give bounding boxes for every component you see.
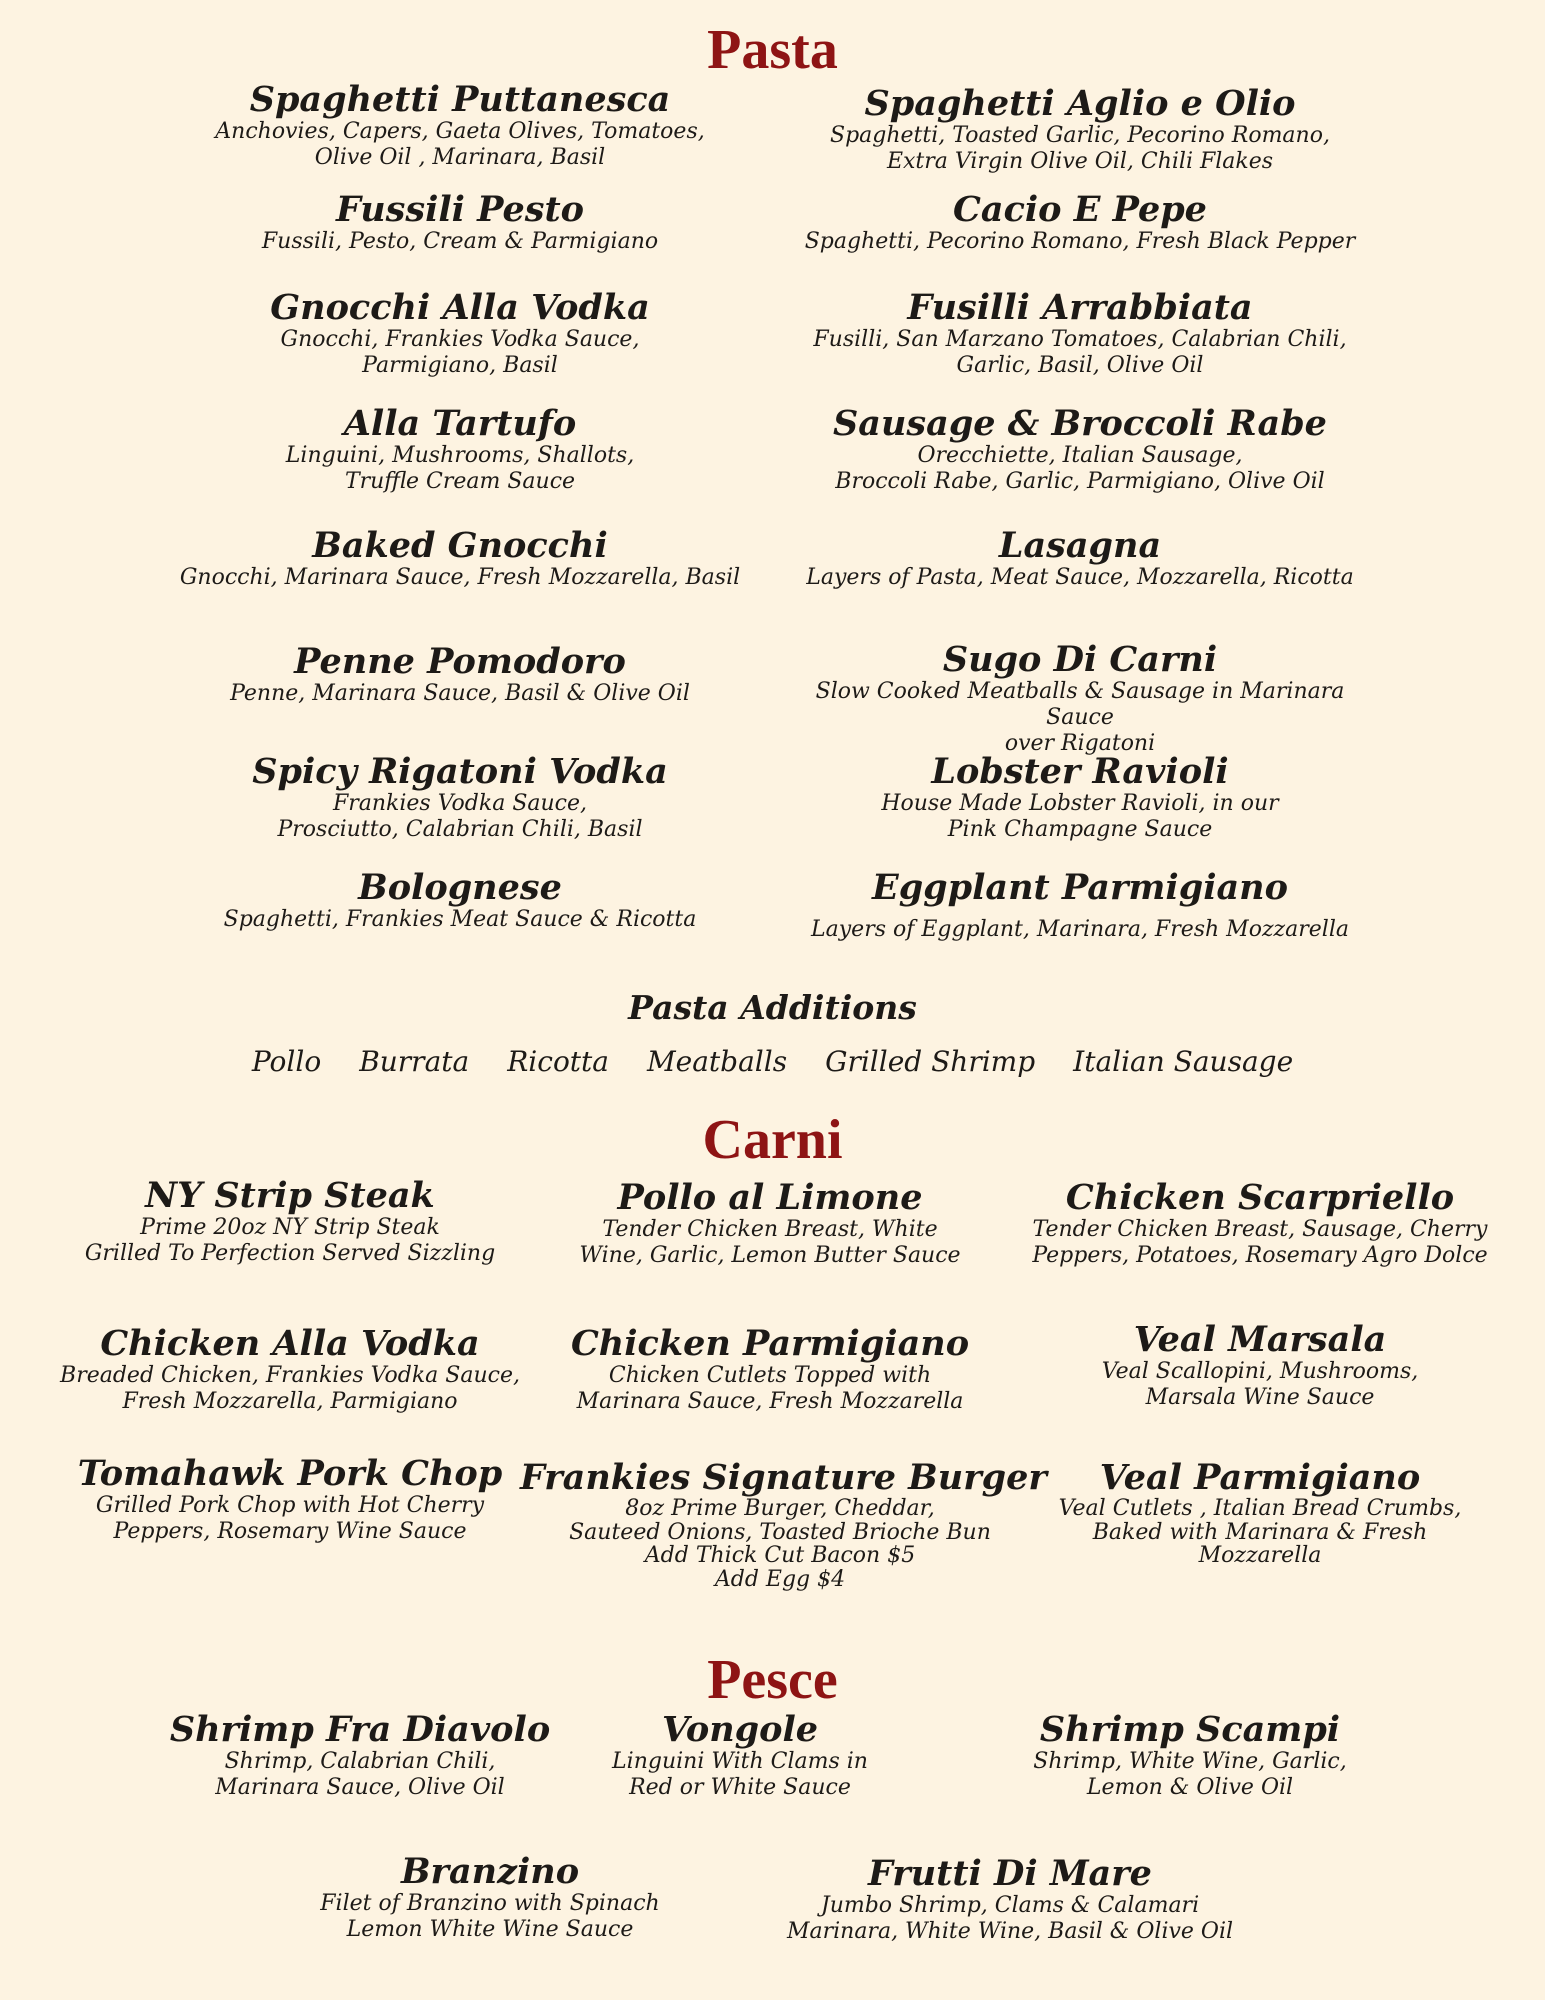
item-description: Penne, Marinara Sauce, Basil & Olive Oil [230, 680, 690, 706]
item-description: Gnocchi, Frankies Vodka Sauce, Parmigiano, Basil [280, 326, 640, 378]
item-name: Vongole [661, 1709, 819, 1750]
item-name: Baked Gnocchi [312, 525, 608, 566]
menu-item [520, 1177, 1020, 1269]
item-name: Eggplant Parmigiano [872, 867, 1288, 908]
menu-item [160, 867, 760, 933]
item-name: Bolognese [358, 867, 562, 908]
item-description: Orecchiette, Italian Sausage, Broccoli Rabe, Garlic, Parmigiano, Olive Oil [835, 442, 1325, 494]
item-description: Tender Chicken Breast, White Wine, Garlic, Lemon Butter Sauce [579, 1216, 961, 1268]
menu-item [160, 79, 760, 171]
item-description: Layers of Eggplant, Marinara, Fresh Mozzarella [811, 916, 1349, 942]
item-name: Sausage & Broccoli Rabe [833, 403, 1327, 444]
item-description: Shrimp, Calabrian Chili, Marinara Sauce, Olive Oil [215, 1748, 505, 1800]
item-name: Penne Pomodoro [294, 641, 626, 682]
item-name: Sugo Di Carni [942, 639, 1218, 680]
item-name: Lasagna [998, 525, 1162, 566]
menu-item [740, 1853, 1280, 1945]
item-name: Branzino [400, 1851, 580, 1892]
menu-item [40, 1175, 540, 1267]
item-name: Chicken Parmigiano [570, 1323, 970, 1364]
section-title-pasta: Pasta [707, 19, 838, 81]
item-name: Chicken Alla Vodka [100, 1323, 480, 1364]
item-name: Veal Marsala [1133, 1319, 1387, 1360]
item-name: Frankies Signature Burger [520, 1457, 1047, 1498]
addition-item: Ricotta [507, 1045, 609, 1078]
section-title-carni: Carni [702, 1109, 843, 1171]
menu-item [780, 639, 1380, 757]
addition-item: Pollo [251, 1045, 322, 1078]
item-description: 8oz Prime Burger, Cheddar, Sauteed Onions, Toasted Brioche Bun Add Thick Cut Bacon $5 Add Egg $4 [569, 1495, 991, 1592]
menu-item [160, 287, 760, 379]
item-description: Veal Cutlets , Italian Bread Crumbs, Baked with Marinara & Fresh Mozzarella [1058, 1495, 1462, 1569]
item-name: Tomahawk Pork Chop [77, 1453, 503, 1494]
item-description: Spaghetti, Toasted Garlic, Pecorino Romano, Extra Virgin Olive Oil, Chili Flakes [830, 122, 1330, 174]
item-name: Gnocchi Alla Vodka [270, 287, 650, 328]
item-name: NY Strip Steak [145, 1175, 435, 1216]
item-name: Fussili Pesto [335, 189, 585, 230]
item-description: Slow Cooked Meatballs & Sausage in Marinara Sauce over Rigatoni [815, 678, 1345, 756]
item-name: Shrimp Scampi [1039, 1709, 1341, 1750]
menu-item [160, 751, 760, 843]
item-description: Layers of Pasta, Meat Sauce, Mozzarella, Ricotta [806, 564, 1354, 590]
item-description: Chicken Cutlets Topped with Marinara Sauce, Fresh Mozzarella [576, 1362, 964, 1414]
item-description: Anchovies, Capers, Gaeta Olives, Tomatoes, Olive Oil , Marinara, Basil [215, 118, 705, 170]
menu-item [780, 751, 1380, 843]
menu-item [160, 403, 760, 495]
item-description: House Made Lobster Ravioli, in our Pink Champagne Sauce [881, 790, 1279, 842]
menu-item [780, 867, 1380, 943]
item-description: Spaghetti, Frankies Meat Sauce & Ricotta [223, 906, 697, 932]
addition-item: Burrata [359, 1045, 470, 1078]
menu-item [1000, 1177, 1520, 1269]
item-name: Spaghetti Puttanesca [249, 79, 671, 120]
item-name: Spaghetti Aglio e Olio [864, 83, 1296, 124]
item-description: Prime 20oz NY Strip Steak Grilled To Perfection Served Sizzling [84, 1214, 496, 1266]
item-description: Shrimp, White Wine, Garlic, Lemon & Olive Oil [1033, 1748, 1347, 1800]
item-description: Gnocchi, Marinara Sauce, Fresh Mozzarella, Basil [179, 564, 741, 590]
item-name: Veal Parmigiano [1099, 1457, 1421, 1498]
item-name: Lobster Ravioli [931, 751, 1229, 792]
menu-item [520, 1457, 1047, 1592]
item-description: Tender Chicken Breast, Sausage, Cherry Peppers, Potatoes, Rosemary Agro Dolce [1032, 1216, 1488, 1268]
menu-item [960, 1709, 1420, 1801]
item-description: Linguini, Mushrooms, Shallots, Truffle Cream Sauce [285, 442, 635, 494]
item-description: Fussili, Pesto, Cream & Parmigiano [261, 228, 659, 254]
menu-item [540, 1709, 940, 1801]
menu-item [780, 287, 1380, 379]
menu-item [160, 641, 760, 707]
item-description: Linguini With Clams in Red or White Sauce [612, 1748, 868, 1800]
item-name: Frutti Di Mare [868, 1853, 1152, 1894]
menu-item [130, 1709, 590, 1801]
item-description: Frankies Vodka Sauce, Prosciutto, Calabrian Chili, Basil [277, 790, 643, 842]
item-name: Pollo al Limone [617, 1177, 923, 1218]
item-name: Spicy Rigatoni Vodka [252, 751, 668, 792]
menu-item [1000, 1457, 1520, 1569]
item-description: Fusilli, San Marzano Tomatoes, Calabrian Chili, Garlic, Basil, Olive Oil [813, 326, 1347, 378]
pasta-additions-title: Pasta Additions [628, 988, 917, 1027]
menu-item [520, 1323, 1020, 1415]
item-description: Jumbo Shrimp, Clams & Calamari Marinara, White Wine, Basil & Olive Oil [786, 1892, 1234, 1944]
item-name: Shrimp Fra Diavolo [169, 1709, 551, 1750]
menu-item [780, 189, 1380, 255]
item-name: Alla Tartufo [343, 403, 577, 444]
menu-item [160, 189, 760, 255]
menu-item [40, 1323, 540, 1415]
addition-item: Meatballs [647, 1045, 788, 1078]
item-description: Grilled Pork Chop with Hot Cherry Peppers, Rosemary Wine Sauce [95, 1492, 485, 1544]
menu-item [780, 403, 1380, 495]
item-name: Cacio E Pepe [953, 189, 1207, 230]
menu-item [780, 525, 1380, 591]
item-description: Veal Scallopini, Mushrooms, Marsala Wine Sauce [1101, 1358, 1419, 1410]
addition-item: Grilled Shrimp [825, 1045, 1036, 1078]
item-name: Fusilli Arrabbiata [907, 287, 1253, 328]
item-description: Spaghetti, Pecorino Romano, Fresh Black Pepper [804, 228, 1356, 254]
pasta-additions-list [0, 1045, 1545, 1078]
menu-item [780, 83, 1380, 175]
menu-item [1000, 1319, 1520, 1411]
item-description: Breaded Chicken, Frankies Vodka Sauce, Fresh Mozzarella, Parmigiano [60, 1362, 520, 1414]
addition-item: Italian Sausage [1073, 1045, 1294, 1078]
section-title-pesce: Pesce [707, 1649, 838, 1711]
item-name: Chicken Scarpriello [1065, 1177, 1455, 1218]
menu-item [40, 1453, 540, 1545]
item-description: Filet of Branzino with Spinach Lemon White Wine Sauce [320, 1890, 660, 1942]
menu-item [160, 525, 760, 591]
menu-item [270, 1851, 710, 1943]
